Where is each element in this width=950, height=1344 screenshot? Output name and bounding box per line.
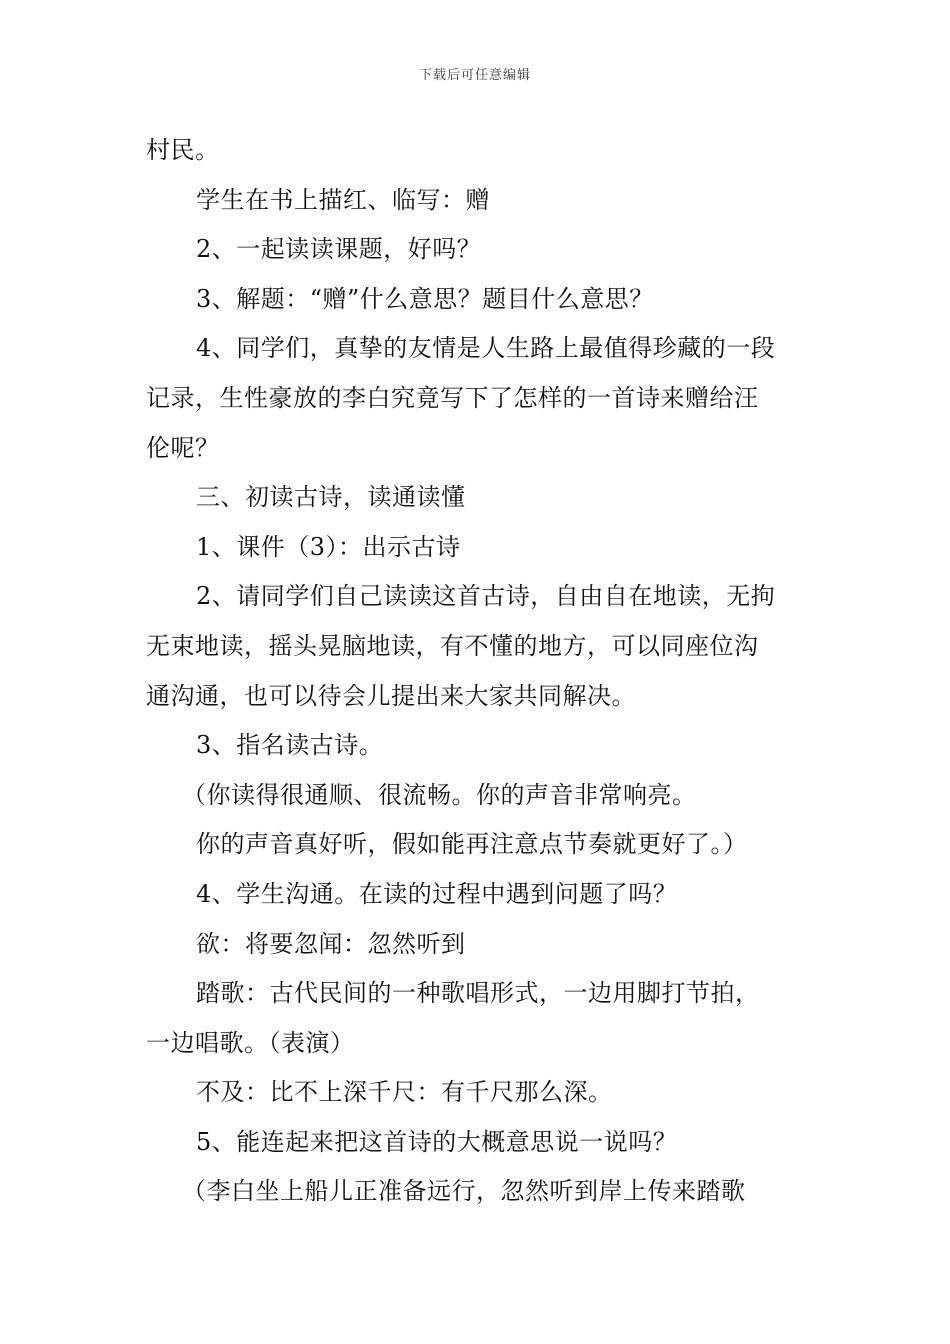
document-body — [146, 126, 814, 1217]
text-line: 学生在书上描红、临写：赠 — [196, 185, 490, 214]
text-line: 1、课件（3）：出示古诗 — [196, 532, 461, 561]
text-line: （你读得很通顺、很流畅。你的声音非常响亮。 — [182, 780, 697, 809]
text-line: 4、学生沟通。在读的过程中遇到问题了吗？ — [196, 879, 678, 908]
section-heading: 三、初读古诗，读通读懂 — [196, 483, 466, 512]
text-line: 5、能连起来把这首诗的大概意思说一说吗？ — [196, 1127, 678, 1156]
text-line: 欲：将要忽闻：忽然听到 — [196, 929, 466, 958]
text-line: 4、同学们，真挚的友情是人生路上最值得珍藏的一段 — [196, 334, 776, 363]
text-line: 一边唱歌。（表演） — [146, 1028, 355, 1057]
text-line: 你的声音真好听，假如能再注意点节奏就更好了。） — [196, 830, 748, 859]
page-header: 下载后可任意编辑 — [418, 68, 531, 83]
text-line: （李白坐上船儿正准备远行，忽然听到岸上传来踏歌 — [182, 1177, 746, 1206]
text-line: 记录，生性豪放的李白究竟写下了怎样的一首诗来赠给汪 — [146, 383, 759, 412]
text-line: 不及：比不上深千尺：有千尺那么深。 — [196, 1078, 613, 1107]
text-line: 2、一起读读课题，好吗？ — [196, 235, 482, 264]
text-line: 2、请同学们自己读读这首古诗，自由自在地读，无拘 — [196, 582, 776, 611]
text-line: 无束地读，摇头晃脑地读，有不懂的地方，可以同座位沟 — [146, 631, 759, 660]
text-line: 3、解题：“赠”什么意思？题目什么意思？ — [196, 284, 654, 313]
text-line: 通沟通，也可以待会儿提出来大家共同解决。 — [146, 681, 636, 710]
text-line: 村民。 — [146, 136, 220, 164]
text-line: 踏歌：古代民间的一种歌唱形式，一边用脚打节拍， — [196, 979, 760, 1008]
text-line: 3、指名读古诗。 — [196, 731, 384, 760]
text-line: 伦呢？ — [146, 433, 220, 462]
